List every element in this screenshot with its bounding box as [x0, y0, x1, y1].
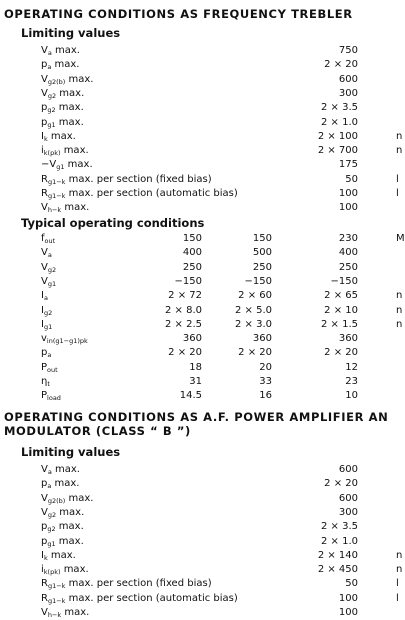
- row-value-col2: 16: [259, 390, 272, 402]
- table-row: [0, 332, 402, 346]
- row-value-col3: 12: [345, 361, 358, 373]
- table-row: [0, 116, 402, 130]
- row-label-subscript: g2: [43, 308, 53, 317]
- row-value-col3: −150: [330, 275, 358, 287]
- row-label: $R_{g1-k}$ max. per section (fixed bias): [41, 173, 212, 186]
- row-label: $i_{k(pk)}$ max.: [41, 564, 89, 577]
- row-label-subscript: g1: [47, 539, 56, 548]
- row-unit: M: [396, 233, 405, 244]
- table-row: [0, 246, 402, 260]
- limiting-values-heading-2: Limiting values: [21, 445, 121, 459]
- row-value-col3: 2 × 20: [324, 347, 358, 359]
- section-title-af-amplifier-line1: OPERATING CONDITIONS AS A.F. POWER AMPLIFIER AN: [4, 410, 389, 424]
- row-value-col2: 250: [252, 261, 272, 273]
- row-label-subscript: k: [43, 134, 48, 143]
- table-row: [0, 606, 402, 620]
- row-label-subscript: in(g1−g1)pk: [46, 337, 88, 346]
- row-value: 175: [338, 159, 358, 171]
- row-label-subscript: g2: [47, 525, 56, 534]
- table-row: [0, 592, 402, 606]
- row-value-col3: 400: [338, 247, 358, 259]
- row-unit: n: [396, 290, 403, 302]
- table-row: [0, 520, 402, 534]
- table-row: [0, 477, 402, 491]
- row-label-subscript: t: [47, 380, 50, 388]
- row-label: $p_{g1}$ max.: [41, 116, 84, 129]
- row-value-col1: 18: [189, 361, 202, 373]
- row-value-col2: −150: [244, 275, 272, 287]
- row-label: $V_a$ max.: [41, 45, 80, 57]
- table-row: [0, 463, 402, 477]
- row-label-subscript: g1−k: [47, 192, 66, 200]
- row-value: 300: [338, 87, 358, 99]
- row-label-subscript: a: [47, 482, 52, 491]
- section-title-af-amplifier-line2: MODULATOR (CLASS “ B ”): [4, 424, 191, 438]
- row-value: 2 × 1.0: [320, 116, 358, 128]
- row-label: $V_a$ max.: [41, 464, 80, 476]
- row-value: 750: [338, 45, 358, 56]
- row-value-col2: 33: [259, 376, 272, 387]
- row-label-subscript: k: [43, 553, 48, 562]
- row-label: $V_{g2}$ max.: [41, 87, 85, 100]
- row-label: $I_k$ max.: [41, 130, 76, 143]
- row-value-col1: 360: [182, 333, 202, 345]
- row-value-col1: 250: [182, 261, 202, 273]
- row-unit: l: [396, 578, 399, 590]
- row-value-col1: 2 × 2.5: [164, 318, 202, 330]
- row-value: 2 × 20: [324, 59, 358, 71]
- table-row: [0, 289, 402, 303]
- row-label: $P_{load}$: [41, 390, 61, 403]
- row-label-subscript: g1−k: [47, 596, 66, 605]
- row-label-subscript: load: [47, 394, 61, 403]
- row-label-subscript: g2(b): [47, 77, 66, 86]
- row-label-subscript: a: [47, 251, 52, 260]
- table-row: [0, 492, 402, 506]
- row-value: 600: [338, 492, 358, 504]
- row-value: 2 × 20: [324, 478, 358, 490]
- row-label: $V_{g2}$ max.: [41, 506, 85, 519]
- row-label: $I_{g1}$: [41, 318, 53, 331]
- table-row: [0, 232, 405, 246]
- row-label: $V_{g2(b)}$ max.: [41, 73, 94, 86]
- row-value: 600: [338, 73, 358, 85]
- row-value-col1: 400: [182, 247, 202, 259]
- row-label-subscript: g1−k: [47, 582, 66, 591]
- section-title-frequency-trebler: OPERATING CONDITIONS AS FREQUENCY TREBLER: [4, 7, 353, 21]
- row-value-col3: 2 × 1.5: [320, 318, 358, 330]
- typical-conditions-heading: Typical operating conditions: [21, 216, 205, 230]
- row-label: $V_{h-k}$ max.: [41, 202, 90, 215]
- row-label-subscript: g1: [47, 120, 56, 129]
- row-label: $I_k$ max.: [41, 549, 76, 562]
- row-label: $I_{g2}$: [41, 304, 53, 317]
- row-value-col3: 360: [338, 333, 358, 345]
- row-label-subscript: k(pk): [43, 149, 61, 158]
- row-unit: n: [396, 549, 403, 561]
- row-value: 600: [338, 464, 358, 475]
- table-row: [0, 173, 402, 187]
- row-value: 50: [345, 173, 358, 185]
- row-value-col1: 31: [189, 376, 202, 387]
- row-label-subscript: g2: [47, 106, 56, 115]
- table-row: [0, 87, 402, 101]
- row-label: $V_{g2(b)}$ max.: [41, 492, 94, 505]
- row-label: $I_a$: [41, 290, 48, 303]
- row-value-col3: 23: [345, 376, 358, 387]
- row-label: $i_{k(pk)}$ max.: [41, 145, 89, 158]
- table-row: [0, 158, 402, 172]
- row-value-col2: 2 × 20: [238, 347, 272, 359]
- row-label-subscript: g2: [47, 510, 57, 519]
- row-label-subscript: a: [47, 63, 52, 72]
- row-label: $p_a$ max.: [41, 478, 80, 491]
- row-value-col1: 14.5: [179, 390, 202, 402]
- table-row: [0, 201, 402, 215]
- row-label-subscript: g2: [47, 265, 57, 274]
- table-row: [0, 275, 402, 289]
- row-value-col2: 2 × 5.0: [234, 304, 272, 316]
- table-row: [0, 506, 402, 520]
- row-value: 50: [345, 578, 358, 590]
- row-value-col1: 150: [182, 233, 202, 244]
- row-value: 2 × 140: [317, 549, 358, 561]
- row-label: $V_a$: [41, 247, 52, 260]
- table-row: [0, 144, 402, 158]
- row-value-col1: 2 × 72: [168, 290, 202, 302]
- table-row: [0, 304, 402, 318]
- row-label: $P_{out}$: [41, 361, 58, 374]
- row-value: 2 × 3.5: [320, 102, 358, 114]
- row-value: 300: [338, 506, 358, 518]
- table-row: [0, 261, 402, 275]
- row-label: $V_{g2}$: [41, 261, 57, 274]
- table-row: [0, 361, 402, 375]
- row-label: $p_a$ max.: [41, 59, 80, 72]
- row-unit: l: [396, 173, 399, 185]
- row-value-col2: 2 × 3.0: [234, 318, 272, 330]
- row-label: $p_{g2}$ max.: [41, 521, 84, 534]
- row-value: 2 × 100: [317, 130, 358, 142]
- row-unit: n: [396, 318, 403, 330]
- row-label-subscript: a: [47, 351, 52, 360]
- table-row: [0, 375, 402, 389]
- table-row: [0, 549, 402, 563]
- table-row: [0, 346, 402, 360]
- row-unit: l: [396, 188, 399, 199]
- row-value: 100: [338, 202, 358, 214]
- row-value: 100: [338, 592, 358, 604]
- row-value: 2 × 700: [317, 145, 358, 157]
- table-row: [0, 577, 402, 591]
- row-label: $p_a$: [41, 347, 52, 360]
- row-label-subscript: h−k: [47, 611, 62, 619]
- row-value: 2 × 3.5: [320, 521, 358, 533]
- row-label-subscript: out: [44, 237, 56, 245]
- row-value-col3: 230: [338, 233, 358, 244]
- row-label: $R_{g1-k}$ max. per section (automatic bias): [41, 188, 238, 200]
- table-row: [0, 563, 402, 577]
- row-value-col2: 150: [252, 233, 272, 244]
- table-row: [0, 318, 402, 332]
- table-row: [0, 101, 402, 115]
- row-label-subscript: g1−k: [47, 177, 66, 186]
- row-label-subscript: g1: [47, 279, 57, 288]
- row-value: 100: [338, 607, 358, 618]
- row-value-col2: 2 × 60: [238, 290, 272, 302]
- row-label: $p_{g1}$ max.: [41, 535, 84, 548]
- row-value-col3: 250: [338, 261, 358, 273]
- row-label: $v_{in(g1-g1)pk}$: [41, 333, 88, 346]
- row-value-col2: 500: [252, 247, 272, 259]
- row-unit: n: [396, 304, 403, 316]
- row-label: $-V_{g1}$ max.: [41, 159, 93, 172]
- row-label: $V_{h-k}$ max.: [41, 607, 90, 619]
- row-unit: n: [396, 145, 403, 157]
- row-label-subscript: g1: [56, 163, 65, 172]
- row-label-subscript: g2: [47, 91, 57, 100]
- row-value-col3: 2 × 10: [324, 304, 358, 316]
- row-unit: n: [396, 130, 403, 142]
- row-unit: l: [396, 592, 399, 604]
- table-row: [0, 130, 402, 144]
- limiting-values-heading: Limiting values: [21, 26, 121, 40]
- row-value-col1: 2 × 8.0: [164, 304, 202, 316]
- row-label-subscript: h−k: [47, 206, 62, 215]
- row-label-subscript: out: [47, 365, 58, 374]
- row-label-subscript: a: [47, 49, 52, 57]
- row-label-subscript: a: [47, 468, 52, 476]
- table-row: [0, 44, 402, 58]
- row-unit: n: [396, 564, 403, 576]
- row-value: 2 × 1.0: [320, 535, 358, 547]
- row-label-subscript: a: [43, 294, 48, 303]
- row-label-subscript: g2(b): [47, 496, 66, 505]
- table-row: [0, 389, 402, 403]
- row-label-subscript: k(pk): [43, 568, 61, 577]
- row-value: 2 × 450: [317, 564, 358, 576]
- row-label: $\eta_t$: [41, 376, 50, 388]
- row-label: $R_{g1-k}$ max. per section (fixed bias): [41, 578, 212, 591]
- table-row: [0, 535, 402, 549]
- row-value-col3: 2 × 65: [324, 290, 358, 302]
- row-value-col1: 2 × 20: [168, 347, 202, 359]
- row-label: $V_{g1}$: [41, 275, 57, 288]
- row-value-col3: 10: [345, 390, 358, 402]
- row-label-subscript: g1: [43, 322, 53, 331]
- row-value-col2: 20: [259, 361, 272, 373]
- row-value: 100: [338, 188, 358, 199]
- row-value-col2: 360: [252, 333, 272, 345]
- table-row: [0, 187, 402, 201]
- row-label: $p_{g2}$ max.: [41, 102, 84, 115]
- row-value-col1: −150: [174, 275, 202, 287]
- row-label: $f_{out}$: [41, 233, 56, 245]
- row-label: $R_{g1-k}$ max. per section (automatic bias): [41, 592, 238, 605]
- table-row: [0, 73, 402, 87]
- table-row: [0, 58, 402, 72]
